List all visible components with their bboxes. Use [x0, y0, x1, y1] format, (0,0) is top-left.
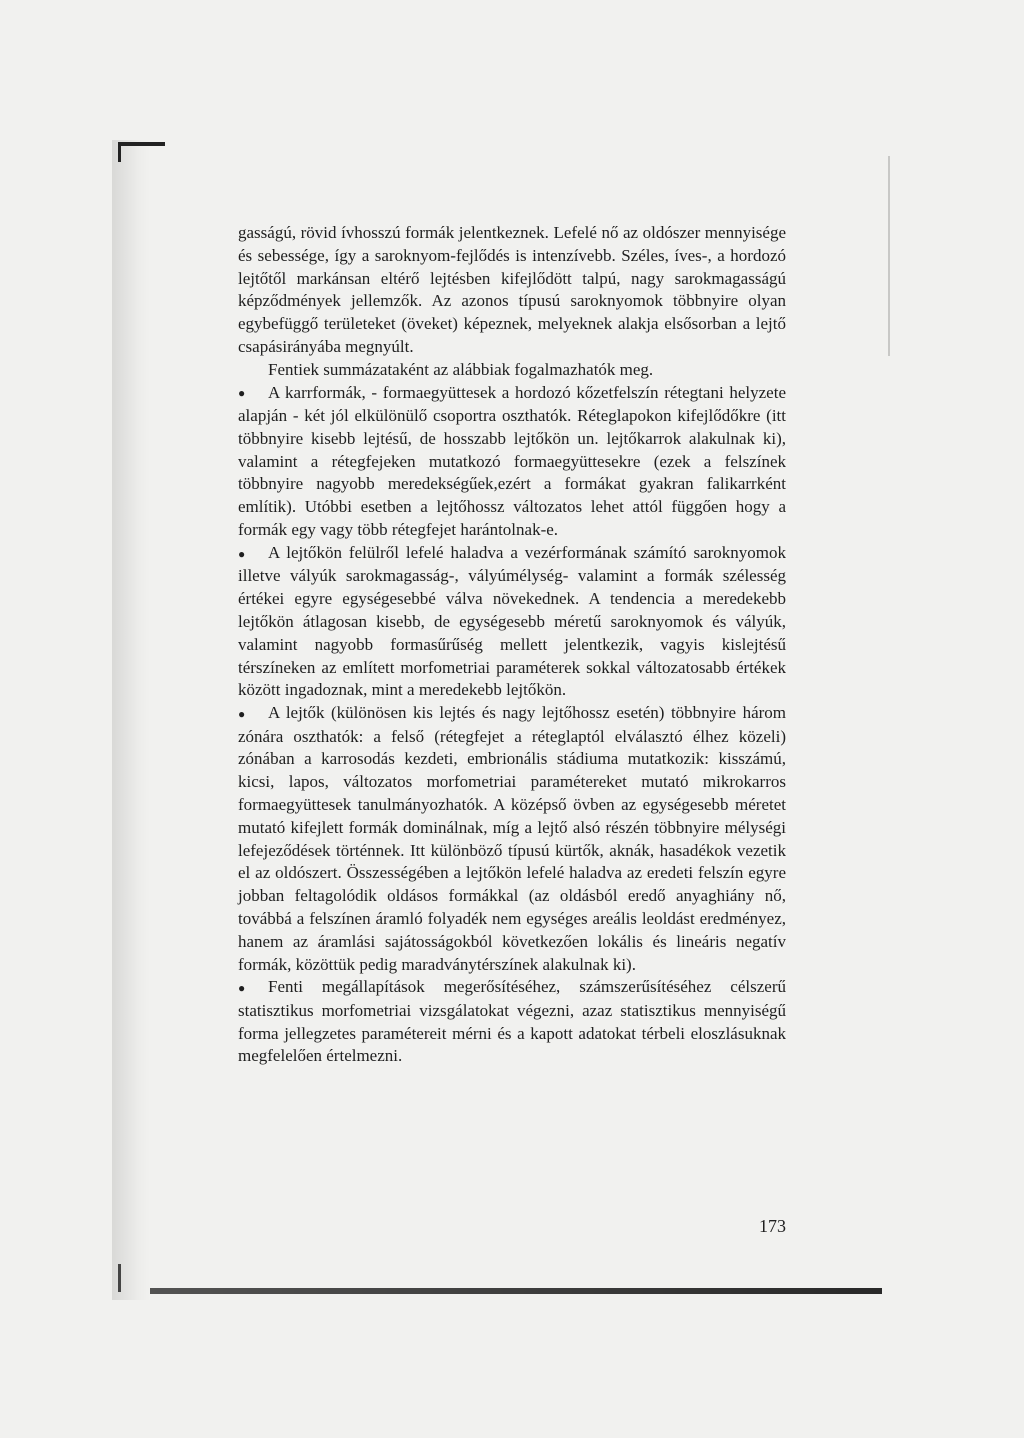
scan-edge-line — [888, 156, 890, 356]
bullet-icon: ● — [238, 546, 246, 561]
page-number: 173 — [759, 1216, 786, 1236]
bullet-icon: ● — [238, 386, 246, 401]
paragraph-summary-intro: Fentiek summázataként az alábbiak fogalmazhatók meg. — [268, 359, 654, 379]
bullet-paragraph — [238, 976, 786, 1068]
bullet-icon: ● — [238, 981, 246, 996]
bullet-text: A lejtőkön felülről lefelé haladva a vezérformának számító saroknyomok illetve vályúk sarokmagasság-, vályúmélység- valamint a formák szélesség értékei egyre egységesebbé válva növekednek. A tendencia a meredekebb lejtőkön átlagosan kisebb, de egységesebb méretű saroknyomok és vályúk, valamint nagyobb formasűrűség mellett jelentkezik, vagyis kislejtésű térszíneken az említett morfometriai paraméterek sokkal változatosabb értékek között ingadoznak, mint a meredekebb lejtőkön. — [238, 542, 786, 700]
page-body — [238, 222, 786, 1068]
scan-shadow — [112, 140, 150, 1300]
bullet-paragraph — [238, 542, 786, 702]
bottom-rule — [150, 1288, 882, 1294]
paragraph-continuation: gasságú, rövid ívhosszú formák jelentkeznek. Lefelé nő az oldószer mennyisége és sebessége, így a saroknyom-fejlődés is intenzívebb. Széles, íves-, a hordozó lejtőtől markánsan eltérő lejtésben kifejlődött talpú, nagy sarokmagasságú képződmények jellemzők. Az azonos típusú saroknyomok többnyire olyan egybefüggő területeket (öveket) képeznek, melyeknek alakja elsősorban a lejtő csapásirányába megnyúlt. — [238, 223, 786, 356]
bullet-paragraph — [238, 382, 786, 542]
bullet-text: A lejtők (különösen kis lejtés és nagy lejtőhossz esetén) többnyire három zónára oszthatók: a felső (rétegfejet a réteglaptól elválasztó élhez közeli) zónában a karrosodás kezdeti, embrionális stádiuma mutatkozik: kisszámú, kicsi, lapos, változatos morfometriai paramétereket mutató mikrokarros formaegyüttesek tanulmányozhatók. A középső övben az egységesebb méretet mutató kifejlett formák dominálnak, míg a lejtő alsó részén többnyire mélységi lefejeződések történnek. Itt különböző típusú kürtők, aknák, hasadékok vezetik el az oldószert. Összességében a lejtőkön lefelé haladva az eredeti felszín egyre jobban feltagolódik oldásos formákkal (az oldásból eredő anyaghiány nő, továbbá a felszínen áramló folyadék nem egységes areális leoldást eredményez, hanem az áramlási sajátosságokból következően lokális és lineáris negatív formák, közöttük pedig maradványtérszínek alakulnak ki). — [238, 703, 786, 974]
scan-edge-mark — [118, 1264, 121, 1292]
bullet-text: Fenti megállapítások megerősítéséhez, számszerűsítéséhez célszerű statisztikus morfometriai vizsgálatokat végezni, azaz statisztikus mennyiségű forma jellegzetes paramétereit mérni és a kapott adatokat térbeli eloszlásuknak megfelelően értelmezni. — [238, 977, 786, 1066]
bullet-text: A karrformák, - formaegyüttesek a hordozó kőzetfelszín rétegtani helyzete alapján - két jól elkülönülő csoportra oszthatók. Réteglapokon kifejlődőkre (itt többnyire kisebb lejtésű, de hosszabb lejtőkön un. lejtőkarrok alakulnak ki), valamint a rétegfejeken mutatkozó formaegyüttesekre (ezek a felszínek többnyire nagyobb meredekségűek,ezért a formákat gyakran falikarrként említik). Utóbbi esetben a lejtőhossz változatos lehet attól függően hogy a formák egy vagy több rétegfejet harántolnak-e. — [238, 382, 786, 540]
bullet-icon: ● — [238, 706, 246, 721]
scan-corner-mark — [118, 142, 165, 162]
bullet-paragraph — [238, 702, 786, 976]
